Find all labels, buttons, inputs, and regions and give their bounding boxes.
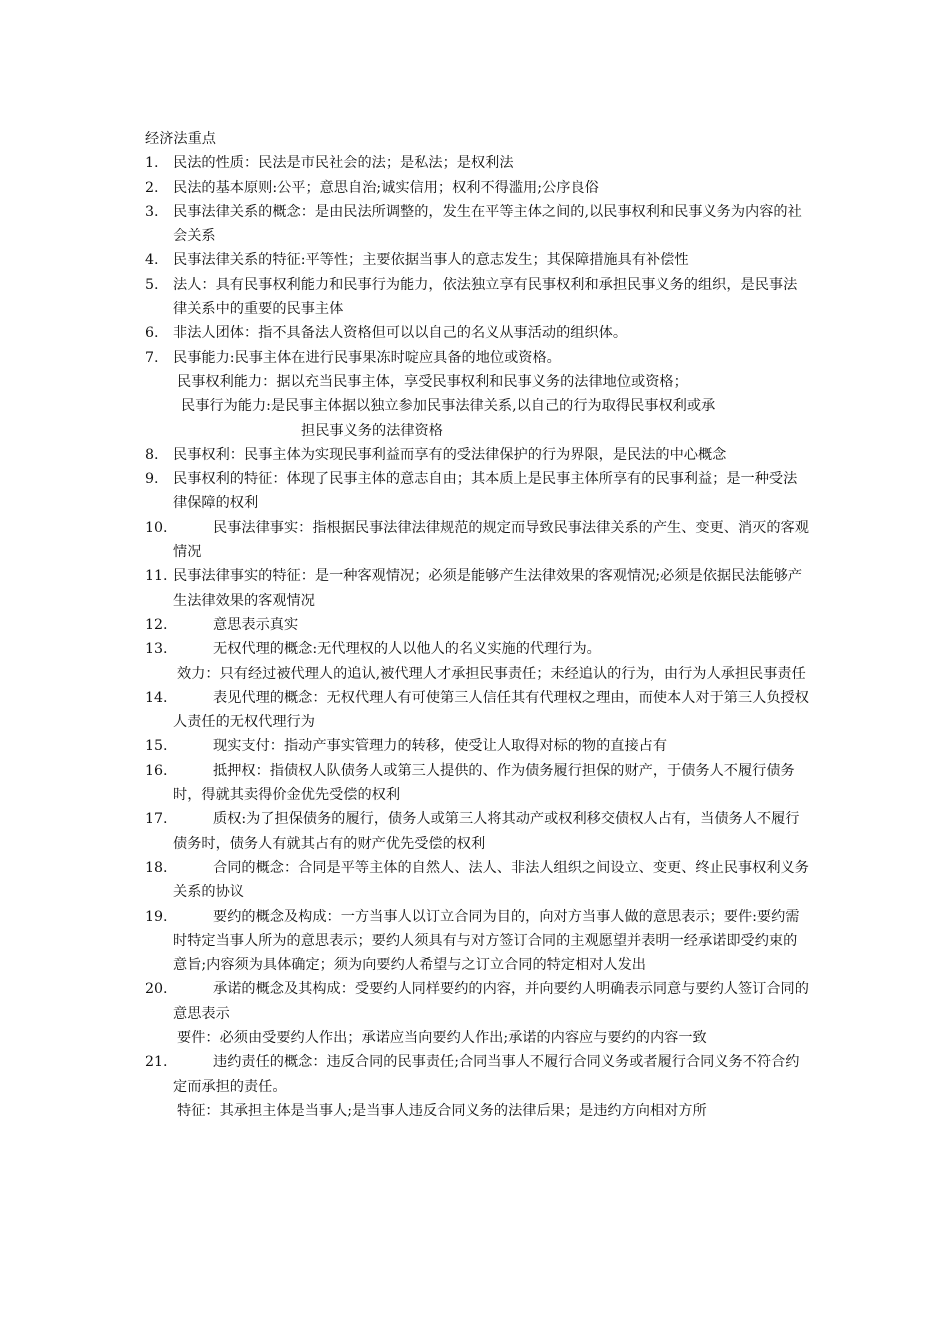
list-item [145,807,810,856]
list-item [145,443,810,467]
list-item [145,321,810,345]
item-number: 15. [145,738,168,755]
item-number: 6. [145,325,159,342]
list-item [145,856,810,905]
item-text: 法人：具有民事权利能力和民事行为能力，依法独立享有民事权利和承担民事义务的组织，是民事法律关系中的重要的民事主体 [173,276,798,318]
item-number: 14. [145,689,168,706]
item-text: 民事能力:民事主体在进行民事果冻时啶应具备的地位或资格。 [173,349,561,366]
item-number: 9. [145,471,159,488]
item-number: 21. [145,1054,168,1071]
item-number: 19. [145,908,168,925]
item-text: 民事权利：民事主体为实现民事利益而享有的受法律保护的行为界限，是民法的中心概念 [173,446,727,463]
item-number: 3. [145,203,159,220]
item-number: 10. [145,519,168,536]
item-number: 5. [145,276,159,293]
list-item [145,613,810,637]
list-item [145,905,810,978]
item-number: 12. [145,616,168,633]
item-text: 民事法律关系的概念：是由民法所调整的，发生在平等主体之间的,以民事权利和民事义务为内容的社会关系 [173,203,802,245]
item-text: 质权:为了担保债务的履行，债务人或第三人将其动产或权利移交债权人占有，当债务人不履行债务时，债务人有就其占有的财产优先受偿的权利 [173,811,800,852]
item-text: 承诺的概念及其构成：受要约人同样要约的内容，并向要约人明确表示同意与要约人签订合同的意思表示 [173,981,809,1022]
item-text: 民法的性质：民法是市民社会的法；是私法；是权利法 [173,155,514,172]
item-subtext: 要件：必须由受要约人作出；承诺应当向要约人作出;承诺的内容应与要约的内容一致 [177,1029,707,1046]
document-body [145,127,810,1123]
item-text: 民法的基本原则:公平；意思自治;诚实信用；权利不得滥用;公序良俗 [173,179,599,196]
list-item [145,248,810,272]
item-number: 11. [145,568,168,585]
item-text: 抵押权：指债权人队债务人或第三人提供的、作为债务履行担保的财产，于债务人不履行债务时，得就其卖得价金优先受偿的权利 [173,762,795,804]
item-text: 表见代理的概念：无权代理人有可使第三人信任其有代理权之理由，而使本人对于第三人负授权人责任的无权代理行为 [173,689,809,731]
list-item [145,1050,810,1123]
subtext-continuation: 担民事义务的法律资格 [301,422,443,439]
item-note: 效力：只有经过被代理人的追认,被代理人才承担民事责任；未经追认的行为，由行为人承担民事责任 [177,665,806,682]
item-number: 13. [145,641,168,658]
item-number: 18. [145,859,168,876]
item-number: 7. [145,349,159,366]
item-text: 民事法律关系的特征:平等性；主要依据当事人的意志发生；其保障措施具有补偿性 [173,252,689,269]
list-item [145,637,810,686]
item-subtext [173,394,810,443]
list-item [145,346,810,443]
list-item [145,200,810,249]
list-item [145,467,810,516]
document-title: 经济法重点 [145,131,216,147]
item-text: 民事法律事实的特征：是一种客观情况；必须是能够产生法律效果的客观情况;必须是依据民法能够产生法律效果的客观情况 [173,568,803,609]
list-item [145,516,810,565]
key-points-list [145,151,810,1123]
item-text: 意思表示真实 [213,616,299,633]
item-text: 违约责任的概念：违反合同的民事责任;合同当事人不履行合同义务或者履行合同义务不符合约定而承担的责任。 [173,1054,800,1095]
item-text: 要约的概念及构成：一方当事人以订立合同为目的，向对方当事人做的意思表示；要件:要约需时特定当事人所为的意思表示；要约人须具有与对方签订合同的主观愿望并表明一经承诺即受约束的意旨;内容须为具体确定；须为向要约人希望与之订立合同的特定相对人发出 [173,908,800,974]
item-text: 现实支付：指动产事实管理力的转移，使受让人取得对标的物的直接占有 [213,738,668,755]
item-subtext: 民事权利能力：据以充当民事主体，享受民事权利和民事义务的法律地位或资格； [177,373,688,390]
list-item [145,273,810,322]
item-subtext: 特征：其承担主体是当事人;是当事人违反合同义务的法律后果；是违约方向相对方所 [177,1102,707,1119]
list-item [145,759,810,808]
list-item [145,564,810,613]
list-item [145,176,810,200]
item-number: 8. [145,446,159,463]
list-item [145,977,810,1050]
item-number: 20. [145,981,168,998]
item-number: 4. [145,252,159,269]
item-text: 非法人团体：指不具备法人资格但可以以自己的名义从事活动的组织体。 [173,325,628,342]
list-item [145,686,810,735]
item-text: 合同的概念：合同是平等主体的自然人、法人、非法人组织之间设立、变更、终止民事权利义务关系的协议 [173,859,809,901]
list-item [145,151,810,175]
item-number: 1. [145,155,159,172]
item-text: 无权代理的概念:无代理权的人以他人的名义实施的代理行为。 [213,641,601,658]
subtext-line: 民事行为能力:是民事主体据以独立参加民事法律关系,以自己的行为取得民事权利或承 [181,398,716,415]
list-item [145,734,810,758]
item-text: 民事法律事实：指根据民事法律法律规范的规定而导致民事法律关系的产生、变更、消灭的客观情况 [173,519,809,561]
item-text: 民事权利的特征：体现了民事主体的意志自由；其本质上是民事主体所享有的民事利益；是一种受法律保障的权利 [173,471,798,512]
item-number: 16. [145,762,168,779]
item-number: 17. [145,811,168,828]
item-number: 2. [145,179,159,196]
